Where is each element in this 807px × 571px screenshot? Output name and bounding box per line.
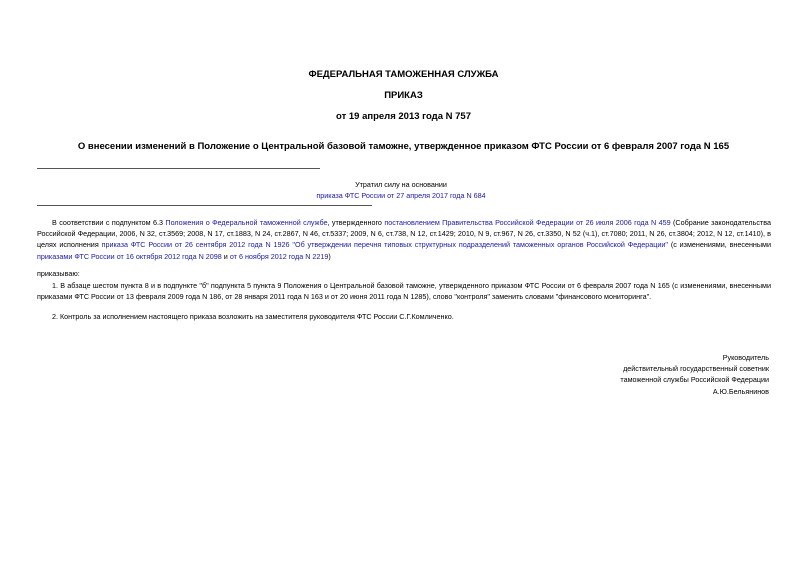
order-word: приказываю: (37, 269, 80, 278)
signature-block (549, 352, 769, 397)
document-kind: ПРИКАЗ (384, 90, 423, 101)
signature-rank: действительный государственный советник (623, 364, 769, 374)
order-item-1: 1. В абзаце шестом пункта 8 и в подпункте "б" подпункта 5 пункта 9 Положения о Центральной базовой таможне, утвержденного приказом ФТС России от 6 февраля 2007 года N 165 (с изменениями, внесенными приказами ФТС России от 13 февраля 2009 года N 186, от 28 января 2011 года N 163 и от 20 июня 2011 года N 1285), слово "контроля" заменить словами "финансового мониторинга". (37, 281, 771, 302)
signature-position: Руководитель (722, 353, 769, 362)
government-decree-link[interactable]: постановлением Правительства Российской Федерации от 26 июля 2006 года N 459 (384, 218, 671, 227)
separator-line-bottom (37, 205, 372, 206)
signature-name: А.Ю.Бельянинов (712, 386, 769, 396)
signature-rank-service: таможенной службы Российской Федерации (620, 375, 769, 385)
agency-heading: ФЕДЕРАЛЬНАЯ ТАМОЖЕННАЯ СЛУЖБА (308, 69, 499, 80)
order-1926-title-link[interactable]: "Об утверждении перечня типовых структурных подразделений таможенных органов Российской Федерации" (292, 240, 668, 250)
regulation-fts-link[interactable]: Положения о Федеральной таможенной службе (165, 218, 328, 227)
order-2098-link[interactable]: приказами ФТС России от 16 октября 2012 года N 2098 (37, 251, 222, 261)
order-item-2: 2. Контроль за исполнением настоящего приказа возложить на заместителя руководителя ФТС России С.Г.Комличенко. (52, 312, 454, 321)
repeal-note: Утратил силу на основании (355, 180, 447, 189)
repeal-order-link[interactable]: приказа ФТС России от 27 апреля 2017 года N 684 (316, 191, 486, 200)
order-1926-link[interactable]: приказа ФТС России от 26 сентября 2012 года N 1926 (101, 240, 290, 250)
legal-basis-paragraph: В соответствии с подпунктом 6.3 Положения о Федеральной таможенной службе, утвержденного постановлением Правительства Российской Федерации от 26 июля 2006 года N 459 (Собрание законодательства Российской Федерации, 2006, N 32, ст.3569; 2008, N 17, ст.1883, N 24, ст.2867, N 46, ст.5337; 2009, N 6, ст.738, N 12, ст.1429; 2010, N 9, ст.967, N 26, ст.3350, N 52 (ч.1), ст.7080; 2011, N 26, ст.3804; 2012, N 12, ст.1410), в целях исполнения приказа ФТС России от 26 сентября 2012 года N 1926 "Об утверждении перечня типовых структурных подразделений таможенных органов Российской Федерации" (с изменениями, внесенными приказами ФТС России от 16 октября 2012 года N 2098 и от 6 ноября 2012 года N 2219) (37, 218, 772, 261)
separator-line-top (37, 168, 320, 169)
document-date-number: от 19 апреля 2013 года N 757 (336, 111, 471, 122)
order-2219-link[interactable]: от 6 ноября 2012 года N 2219 (229, 251, 329, 261)
document-title: О внесении изменений в Положение о Центральной базовой таможне, утвержденное приказом ФТС России от 6 февраля 2007 года N 165 (77, 141, 730, 152)
